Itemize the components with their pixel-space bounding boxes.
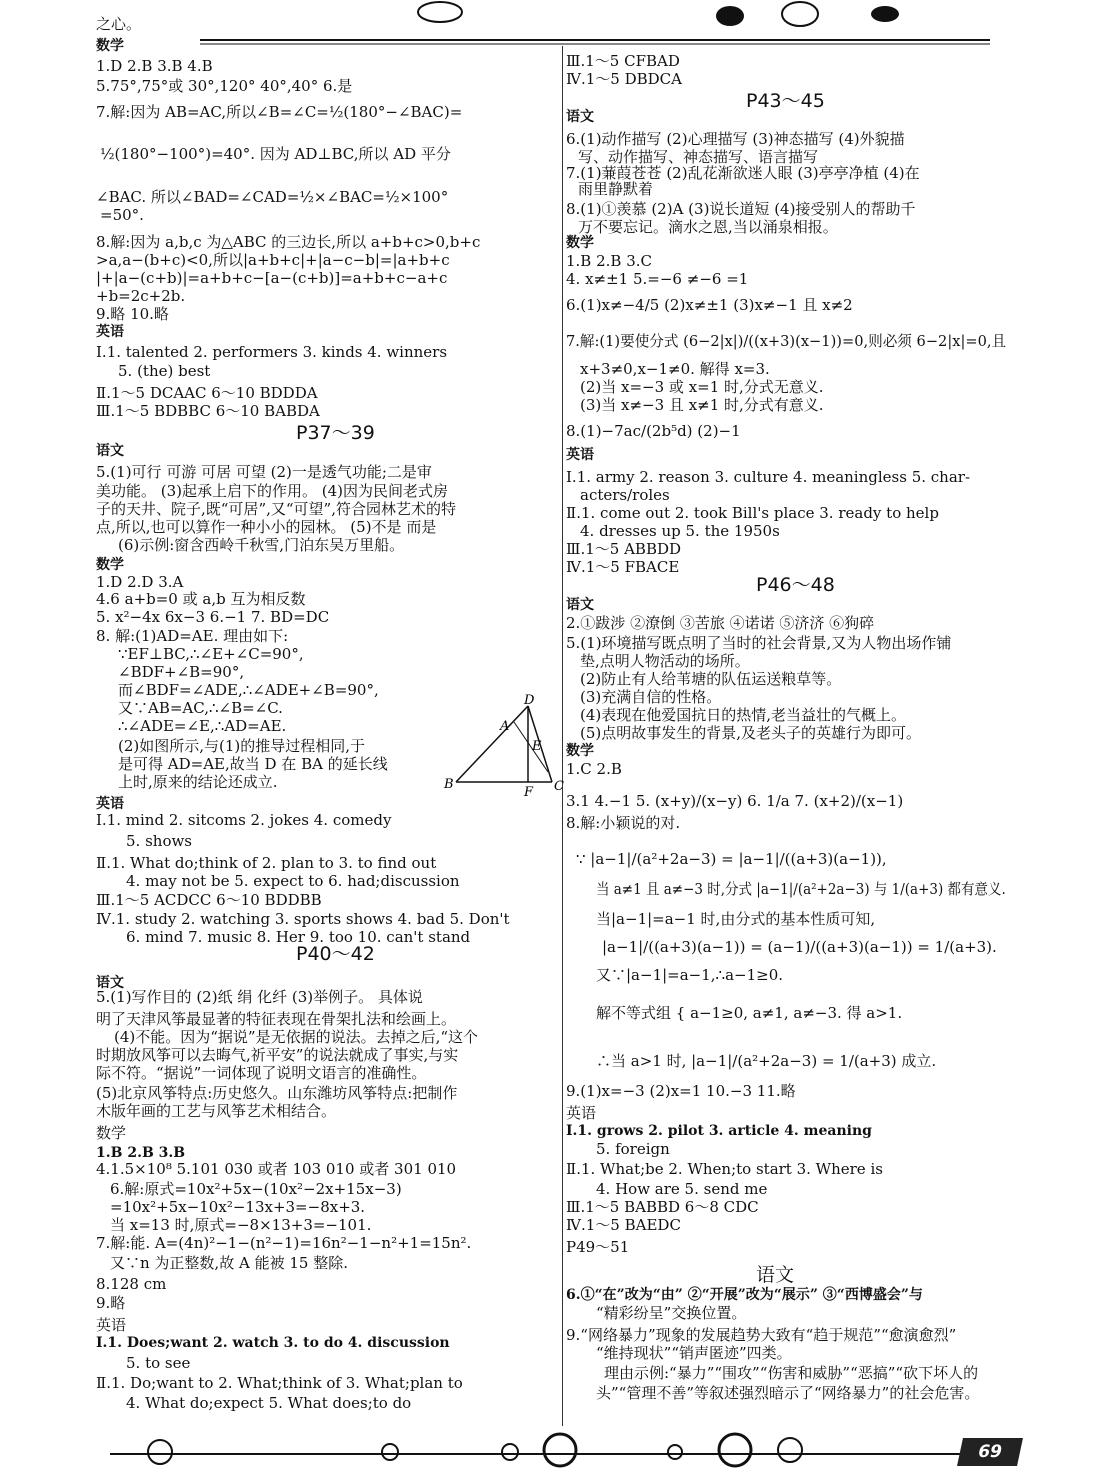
page-range-heading: P43～45 bbox=[746, 90, 825, 112]
label-a: A bbox=[500, 719, 510, 734]
answer-line: 子的天井、院子,既“可居”,又“可望”,符合园林艺术的特 bbox=[96, 500, 456, 518]
answer-line: Ⅳ.1～5 DBDCA bbox=[566, 70, 682, 88]
answer-line: >a,a−(b+c)<0,所以|a+b+c|+|a−c−b|=|a+b+c bbox=[96, 251, 450, 269]
answer-line: 4.6 a+b=0 或 a,b 互为相反数 bbox=[96, 590, 306, 608]
answer-line: 9.(1)x=−3 (2)x=1 10.−3 11.略 bbox=[566, 1082, 796, 1100]
answer-line: 之心。 bbox=[96, 15, 142, 33]
answer-line: Ⅱ.1～5 DCAAC 6～10 BDDDA bbox=[96, 384, 318, 402]
subject-heading: 6.①“在”改为“由” ②“开展”改为“展示” ③“西博盛会”与 bbox=[566, 1287, 923, 1303]
answer-line: 际不符。“据说”一词体现了说明文语言的准确性。 bbox=[96, 1064, 427, 1082]
answer-line: 5. x²−4x 6x−3 6.−1 7. BD=DC bbox=[96, 608, 330, 626]
answer-line: P49～51 bbox=[566, 1238, 630, 1256]
answer-line: Ⅳ.1～5 FBACE bbox=[566, 558, 680, 576]
answer-line: 6.(1)动作描写 (2)心理描写 (3)神态描写 (4)外貌描 bbox=[566, 130, 905, 148]
subject-heading: 语文 bbox=[566, 597, 594, 613]
answer-line: 8.解:因为 a,b,c 为△ABC 的三边长,所以 a+b+c>0,b+c bbox=[96, 233, 481, 251]
top-decoration bbox=[0, 0, 1093, 48]
answer-line: ½(180°−100°)=40°. 因为 AD⊥BC,所以 AD 平分 bbox=[100, 145, 451, 163]
answer-line: ∠BAC. 所以∠BAD=∠CAD=½×∠BAC=½×100° bbox=[96, 188, 449, 206]
answer-line: 6.(1)x≠−4/5 (2)x≠±1 (3)x≠−1 且 x≠2 bbox=[566, 296, 853, 314]
answer-line: 头”“管理不善”等叙述强烈暗示了“网络暴力”的社会危害。 bbox=[596, 1384, 980, 1402]
answer-line: |+|a−(c+b)|=a+b+c−[a−(c+b)]=a+b+c−a+c bbox=[96, 269, 448, 287]
answer-line: 8.(1)①羡慕 (2)A (3)说长道短 (4)接受别人的帮助千 bbox=[566, 200, 916, 218]
subject-heading: 1.B 2.B 3.B bbox=[96, 1145, 186, 1161]
answer-line: 9.“网络暴力”现象的发展趋势大致有“趋于规范”“愈演愈烈” bbox=[566, 1326, 957, 1344]
page-range-heading: P37～39 bbox=[296, 422, 375, 444]
answer-line: 6.解:原式=10x²+5x−(10x²−2x+15x−3) bbox=[110, 1180, 402, 1198]
answer-line: Ⅲ.1～5 BDBBC 6～10 BABDA bbox=[96, 402, 320, 420]
page-range-heading: 语文 bbox=[756, 1264, 795, 1286]
label-b: B bbox=[444, 777, 454, 792]
answer-line: 6. mind 7. music 8. Her 9. too 10. can't stand bbox=[126, 928, 471, 946]
answer-line: 7.解:能. A=(4n)²−1−(n²−1)=16n²−1−n²+1=15n². bbox=[96, 1234, 472, 1252]
answer-line: 2.①跋涉 ②潦倒 ③苦旅 ④诺诺 ⑤济济 ⑥狗碎 bbox=[566, 614, 875, 632]
answer-line: 4.1.5×10⁸ 5.101 030 或者 103 010 或者 301 010 bbox=[96, 1160, 457, 1178]
answer-line: ∠BDF+∠B=90°, bbox=[118, 663, 245, 681]
answer-line: 英语 bbox=[566, 1104, 597, 1122]
answer-line: 当 x=13 时,原式=−8×13+3=−101. bbox=[110, 1216, 372, 1234]
answer-line: =50°. bbox=[100, 206, 144, 224]
answer-line: 美功能。 (3)起承上启下的作用。 (4)因为民间老式房 bbox=[96, 482, 449, 500]
answer-line: 又∵|a−1|=a−1,∴a−1≥0. bbox=[596, 966, 784, 984]
answer-line: Ⅳ.1. study 2. watching 3. sports shows 4. bad 5. Don't bbox=[96, 910, 510, 928]
bottom-decoration bbox=[0, 1422, 1093, 1472]
answer-line: 5.(1)可行 可游 可居 可望 (2)一是透气功能;二是审 bbox=[96, 463, 432, 481]
answer-line: (3)当 x≠−3 且 x≠1 时,分式有意义. bbox=[580, 396, 824, 414]
answer-line: Ⅲ.1～5 CFBAD bbox=[566, 52, 680, 70]
answer-line: 垫,点明人物活动的场所。 bbox=[580, 652, 750, 670]
answer-line: Ⅰ.1. army 2. reason 3. culture 4. meaningless 5. char- bbox=[566, 468, 971, 486]
answer-line: 1.D 2.B 3.B 4.B bbox=[96, 57, 213, 75]
answer-line: 理由示例:“暴力”“围攻”“伤害和威胁”“恶搞”“砍下坏人的 bbox=[604, 1364, 979, 1382]
page-range-heading: P46～48 bbox=[756, 574, 835, 596]
answer-line: 又∵AB=AC,∴∠B=∠C. bbox=[118, 699, 283, 717]
answer-line: Ⅲ.1～5 ABBDD bbox=[566, 540, 682, 558]
answer-line: 明了天津风筝最显著的特征表现在骨架扎法和绘画上。 bbox=[96, 1010, 457, 1028]
answer-line: (5)北京风筝特点:历史悠久。山东潍坊风筝特点:把制作 bbox=[96, 1084, 458, 1102]
answer-line: (6)示例:窗含西岭千秋雪,门泊东吴万里船。 bbox=[118, 536, 405, 554]
answer-line: 7.解:(1)要使分式 (6−2|x|)/((x+3)(x−1))=0,则必须 6−2|x|=0,且 bbox=[566, 332, 1007, 350]
subject-heading: Ⅰ.1. grows 2. pilot 3. article 4. meaning bbox=[566, 1123, 872, 1139]
label-c: C bbox=[554, 779, 564, 794]
answer-line: 而∠BDF=∠ADE,∴∠ADE+∠B=90°, bbox=[118, 681, 379, 699]
answer-line: 英语 bbox=[96, 1316, 127, 1334]
answer-line: +b=2c+2b. bbox=[96, 287, 186, 305]
answer-line: (3)充满自信的性格。 bbox=[580, 688, 722, 706]
answer-line: 5.75°,75°或 30°,120° 40°,40° 6.是 bbox=[96, 77, 353, 95]
answer-line: 5.(1)写作目的 (2)纸 绢 化纤 (3)举例子。 具体说 bbox=[96, 988, 423, 1006]
answer-line: “精彩纷呈”交换位置。 bbox=[596, 1304, 747, 1322]
answer-line: “维持现状”“销声匿迹”四类。 bbox=[596, 1344, 792, 1362]
answer-line: Ⅱ.1. What do;think of 2. plan to 3. to find out bbox=[96, 854, 437, 872]
answer-line: Ⅱ.1. Do;want to 2. What;think of 3. What;plan to bbox=[96, 1374, 463, 1392]
decorative-border-icon bbox=[0, 1422, 1093, 1472]
answer-line: 时期放风筝可以去晦气,祈平安”的说法就成了事实,与实 bbox=[96, 1046, 459, 1064]
answer-line: Ⅳ.1～5 BAEDC bbox=[566, 1216, 681, 1234]
subject-heading: Ⅰ.1. Does;want 2. watch 3. to do 4. discussion bbox=[96, 1335, 450, 1351]
label-d: D bbox=[524, 693, 535, 708]
subject-heading: 语文 bbox=[96, 443, 124, 459]
answer-line: 万不要忘记。滴水之恩,当以涌泉相报。 bbox=[578, 218, 838, 236]
answer-line: Ⅰ.1. talented 2. performers 3. kinds 4. winners bbox=[96, 343, 448, 361]
subject-heading: 数学 bbox=[566, 235, 594, 251]
answer-line: 4. x≠±1 5.=−6 ≠−6 =1 bbox=[566, 270, 749, 288]
answer-line: 1.D 2.D 3.A bbox=[96, 573, 184, 591]
answer-line: Ⅲ.1～5 BABBD 6～8 CDC bbox=[566, 1198, 759, 1216]
answer-line: =10x²+5x−10x²−13x+3=−8x+3. bbox=[110, 1198, 366, 1216]
answer-line: 8. 解:(1)AD=AE. 理由如下: bbox=[96, 627, 289, 645]
answer-line: x+3≠0,x−1≠0. 解得 x=3. bbox=[580, 360, 770, 378]
answer-line: 4. How are 5. send me bbox=[596, 1180, 768, 1198]
answer-line: 点,所以,也可以算作一种小小的园林。 (5)不是 而是 bbox=[96, 518, 437, 536]
page-number: 69 bbox=[957, 1438, 1023, 1466]
answer-line: ∵EF⊥BC,∴∠E+∠C=90°, bbox=[118, 645, 304, 663]
subject-heading: 英语 bbox=[96, 796, 124, 812]
answer-line: (5)点明故事发生的背景,及老头子的英雄行为即可。 bbox=[580, 724, 922, 742]
answer-line: 当|a−1|=a−1 时,由分式的基本性质可知, bbox=[596, 910, 876, 928]
answer-line: 8.(1)−7ac/(2b⁵d) (2)−1 bbox=[566, 422, 741, 440]
answer-line: acters/roles bbox=[580, 486, 670, 504]
answer-line: 4. dresses up 5. the 1950s bbox=[580, 522, 780, 540]
answer-line: 3.1 4.−1 5. (x+y)/(x−y) 6. 1/a 7. (x+2)/(x−1) bbox=[566, 792, 904, 810]
answer-line: 1.C 2.B bbox=[566, 760, 622, 778]
label-e: E bbox=[532, 739, 542, 754]
answer-line: ∴∠ADE=∠E,∴AD=AE. bbox=[118, 717, 287, 735]
answer-line: 9.略 10.略 bbox=[96, 305, 169, 323]
answer-line: 5. (the) best bbox=[118, 362, 211, 380]
answer-line: (4)表现在他爱国抗日的热情,老当益壮的气概上。 bbox=[580, 706, 907, 724]
answer-line: 8.解:小颖说的对. bbox=[566, 814, 681, 832]
answer-line: ∵ |a−1|/(a²+2a−3) = |a−1|/((a+3)(a−1)), bbox=[576, 850, 887, 868]
subject-heading: 英语 bbox=[566, 447, 594, 463]
answer-line: 当 a≠1 且 a≠−3 时,分式 |a−1|/(a²+2a−3) 与 1/(a+3) 都有意义. bbox=[596, 880, 1006, 898]
subject-heading: 语文 bbox=[96, 975, 124, 991]
page-range-heading: P40～42 bbox=[296, 943, 375, 965]
answer-line: 5.(1)环境描写既点明了当时的社会背景,又为人物出场作铺 bbox=[566, 634, 952, 652]
answer-line: 7.解:因为 AB=AC,所以∠B=∠C=½(180°−∠BAC)= bbox=[96, 103, 463, 121]
answer-line: Ⅱ.1. come out 2. took Bill's place 3. ready to help bbox=[566, 504, 939, 522]
subject-heading: 数学 bbox=[96, 557, 124, 573]
answer-line: 8.128 cm bbox=[96, 1275, 167, 1293]
answer-line: 5. shows bbox=[126, 832, 193, 850]
decorative-border-icon bbox=[0, 0, 1093, 48]
answer-line: 雨里静默着 bbox=[578, 180, 654, 198]
answer-line: 写、动作描写、神态描写、语言描写 bbox=[578, 148, 819, 166]
answer-line: 7.(1)蒹葭苍苍 (2)乱花渐欲迷人眼 (3)亭亭净植 (4)在 bbox=[566, 164, 920, 182]
answer-line: 4. What do;expect 5. What does;to do bbox=[126, 1394, 412, 1412]
answer-line: 又∵n 为正整数,故 A 能被 15 整除. bbox=[110, 1254, 348, 1272]
answer-line: Ⅰ.1. mind 2. sitcoms 2. jokes 4. comedy bbox=[96, 811, 392, 829]
answer-line: 9.略 bbox=[96, 1294, 126, 1312]
answer-line: (4)不能。因为“据说”是无依据的说法。去掉之后,“这个 bbox=[114, 1028, 479, 1046]
answer-line: 是可得 AD=AE,故当 D 在 BA 的延长线 bbox=[118, 755, 388, 773]
answer-line: (2)防止有人给苇塘的队伍运送粮草等。 bbox=[580, 670, 842, 688]
answer-line: 数学 bbox=[96, 1124, 127, 1142]
subject-heading: 数学 bbox=[566, 743, 594, 759]
answer-line: 5. to see bbox=[126, 1354, 191, 1372]
subject-heading: 英语 bbox=[96, 324, 124, 340]
answer-line: (2)如图所示,与(1)的推导过程相同,于 bbox=[118, 737, 366, 755]
answer-line: 5. foreign bbox=[596, 1140, 670, 1158]
answer-line: (2)当 x=−3 或 x=1 时,分式无意义. bbox=[580, 378, 824, 396]
answer-line: ∴当 a>1 时, |a−1|/(a²+2a−3) = 1/(a+3) 成立. bbox=[596, 1052, 937, 1070]
answer-line: 解不等式组 { a−1≥0, a≠1, a≠−3. 得 a>1. bbox=[596, 1004, 903, 1022]
answer-line: 上时,原来的结论还成立. bbox=[118, 773, 278, 791]
answer-line: Ⅱ.1. What;be 2. When;to start 3. Where is bbox=[566, 1160, 883, 1178]
answer-line: |a−1|/((a+3)(a−1)) = (a−1)/((a+3)(a−1)) = 1/(a+3). bbox=[602, 938, 997, 956]
answer-line: 1.B 2.B 3.C bbox=[566, 252, 652, 270]
geometry-figure bbox=[442, 692, 572, 800]
subject-heading: 数学 bbox=[96, 38, 124, 54]
answer-line: Ⅲ.1～5 ACDCC 6～10 BDDBB bbox=[96, 891, 322, 909]
answer-line: 木版年画的工艺与风筝艺术相结合。 bbox=[96, 1102, 337, 1120]
subject-heading: 语文 bbox=[566, 109, 594, 125]
label-f: F bbox=[524, 785, 534, 800]
answer-line: 4. may not be 5. expect to 6. had;discussion bbox=[126, 872, 460, 890]
